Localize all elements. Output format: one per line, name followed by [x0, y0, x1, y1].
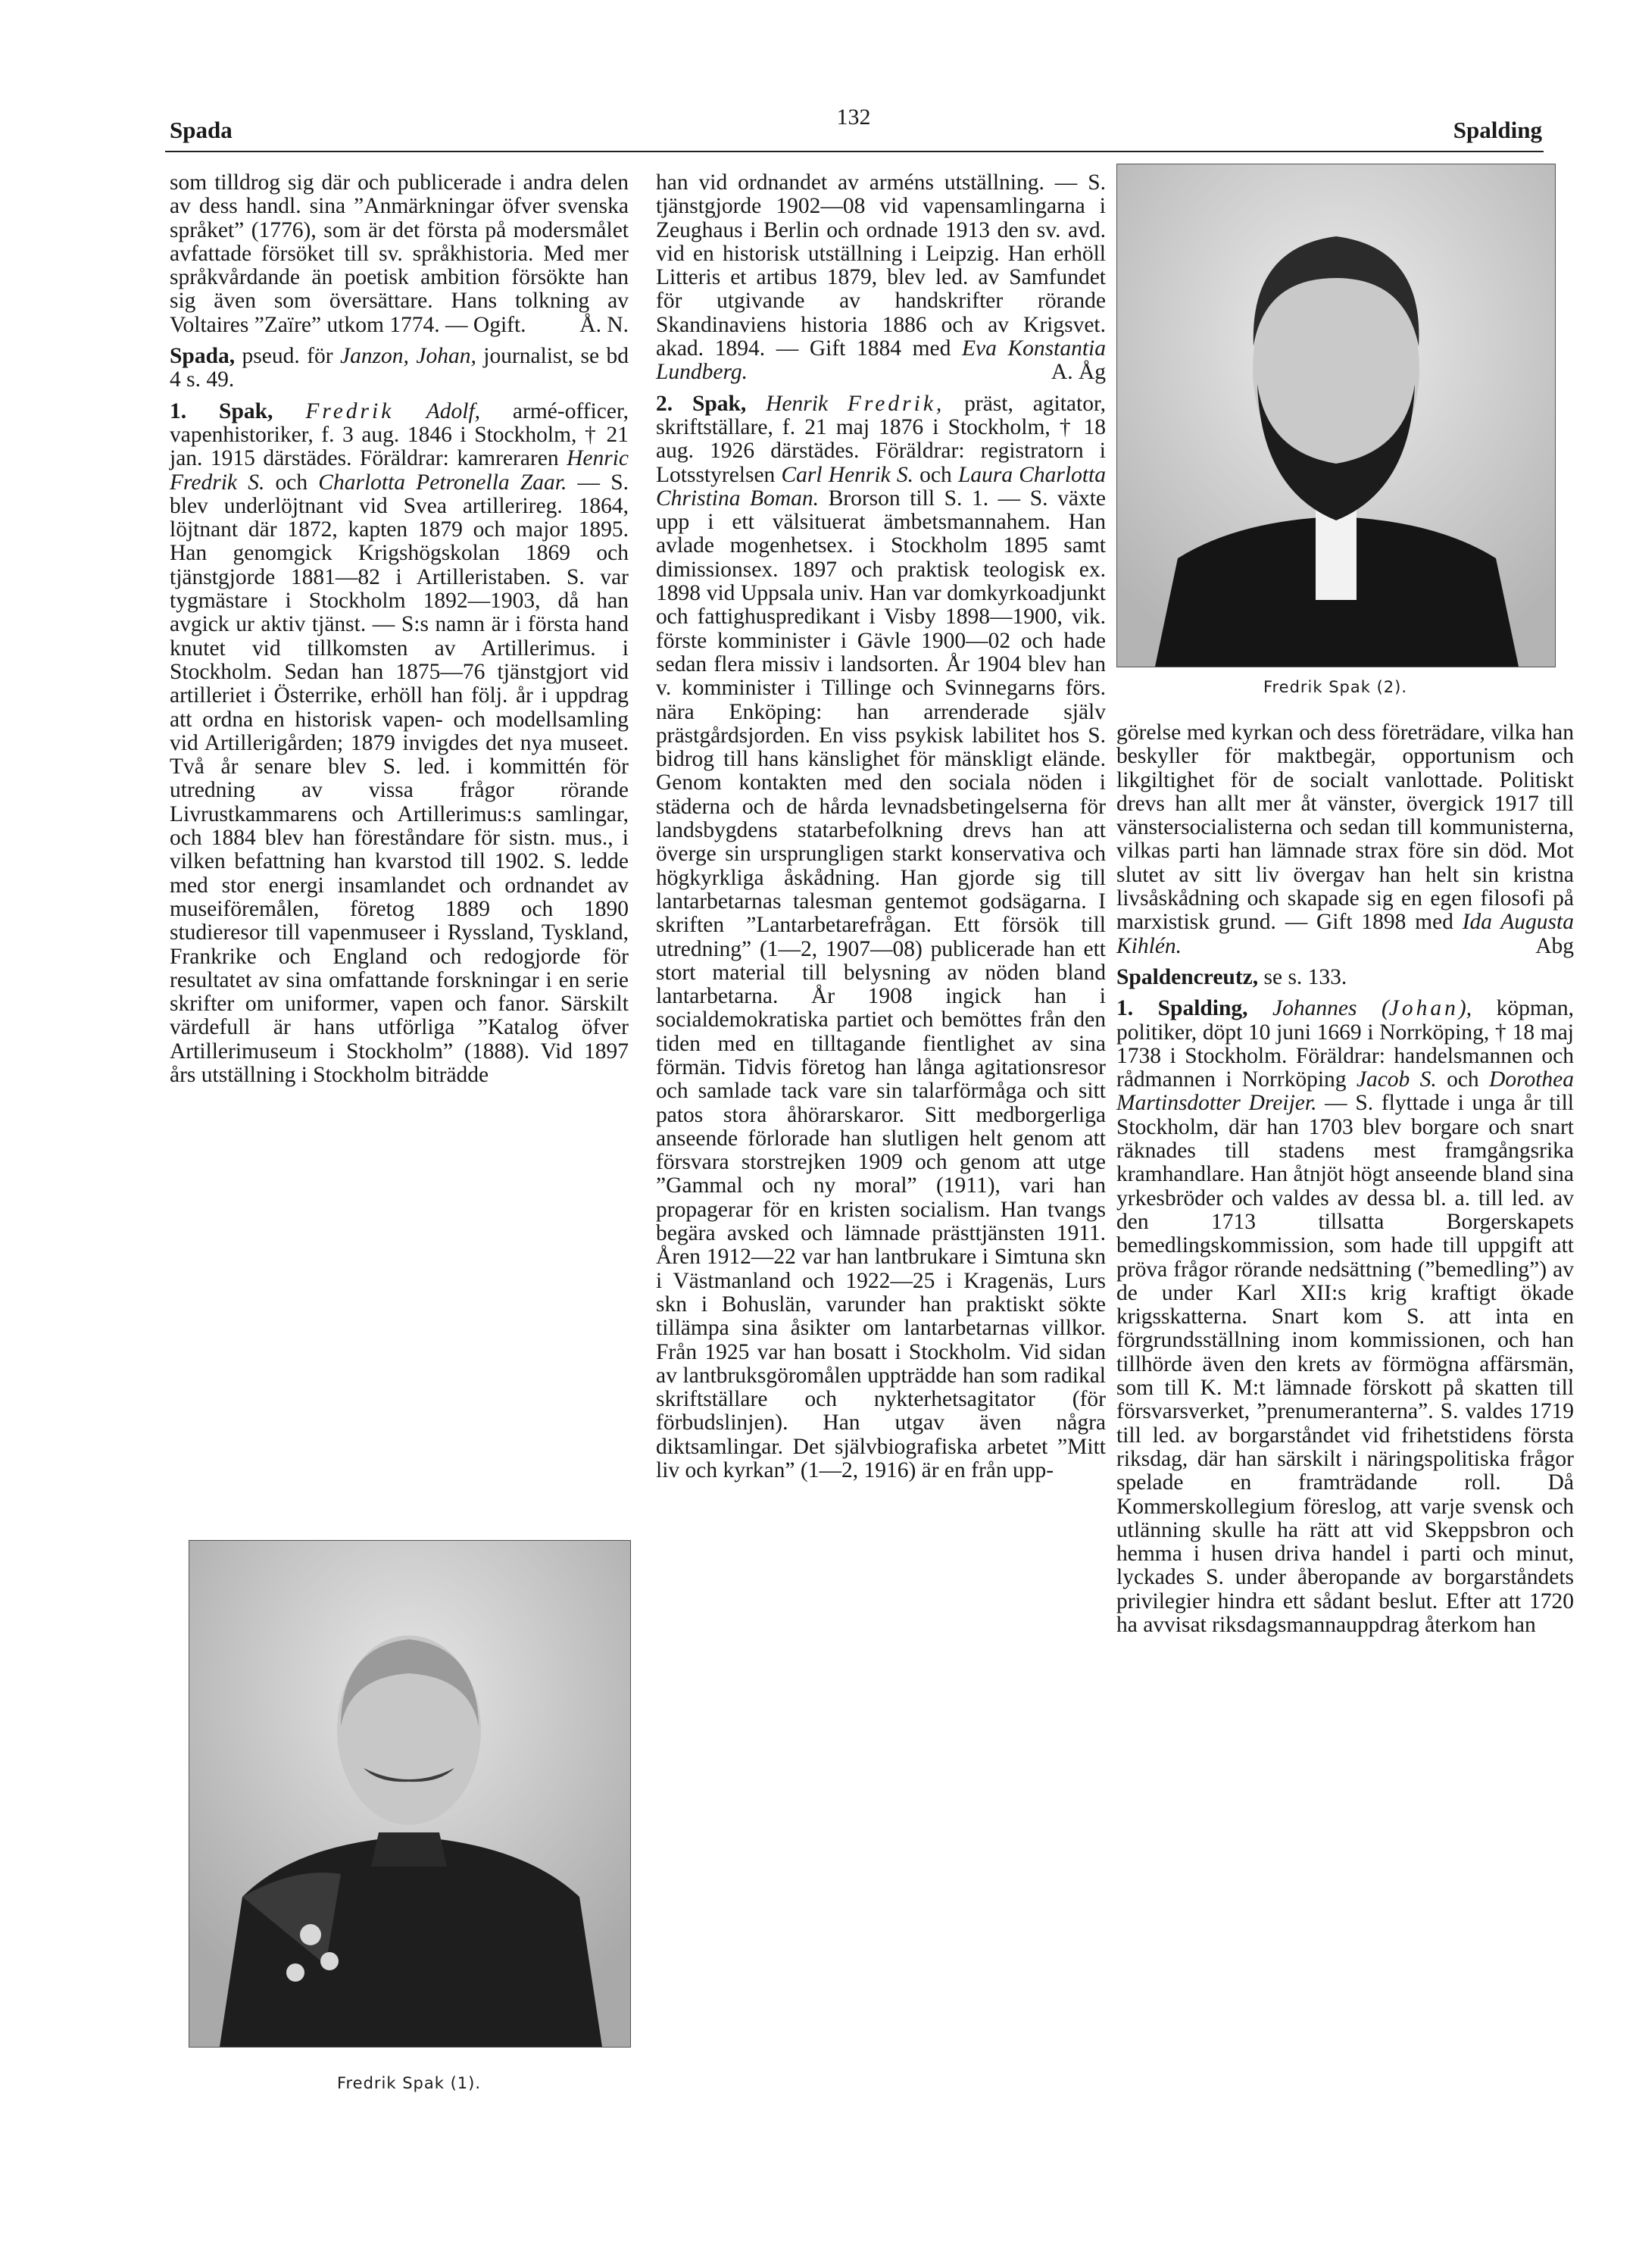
entry-name-spaced: Fredrik,: [847, 391, 945, 416]
entry-headword: Spada,: [170, 344, 236, 369]
entry-text: och: [913, 462, 958, 487]
entry-text: pseud. för: [235, 344, 340, 369]
header-right-word: Spalding: [1453, 117, 1542, 143]
author-signature: Abg: [1535, 933, 1574, 958]
entry-parent-name: Carl Henrik S.: [781, 462, 913, 487]
entry-text: han vid ordnandet av arméns utställning. — S. tjänstgjorde 1902—08 vid vapensamlingarna i Zeughaus i Berlin och ordnade 1913 den sv. avd. vid en historisk utställning i Leipzig. Han erhöll Litteris et artibus 1879, blev led. av Samfundet för utgivande av handskrifter rörande Skandinaviens historia 1886 och av Krigsvet. akad. 1894. — Gift 1884 med: [656, 170, 1106, 361]
entry-spak-2: [656, 392, 1106, 1483]
column-2: [656, 171, 1106, 1490]
portrait-illustration: [1117, 164, 1555, 667]
entry-parent-name: Henric Fredrik S.: [170, 446, 629, 495]
entry-continuation: [1116, 721, 1574, 958]
entry-name: Adolf,: [394, 398, 481, 423]
page-number: 132: [836, 105, 871, 130]
portrait-photo-fredrik-spak-1: [189, 1540, 631, 2048]
entry-continuation: [656, 171, 1106, 385]
entry-text: som tilldrog sig där och publicerade i andra delen av dess handl. sina ”Anmärkningar öfver svenska språket” (1776), som är det första på modersmålet avfattade försöket till sv. språkhistoria. Med mer språkvårdande än poetisk ambition försökte han sig även som översättare. Hans tolkning av Voltaires ”Zaïre” utkom 1774. — Ogift.: [170, 170, 629, 337]
entry-parent-name: Charlotta Petronella Zaar.: [318, 470, 567, 495]
column-3: [1116, 721, 1574, 1645]
entry-text: armé-officer, vapenhistoriker, f. 3 aug. 1846 i Stockholm, † 21 jan. 1915 därstädes. Föräldrar: kamreraren: [170, 398, 629, 471]
entry-spaldencreutz: [1116, 966, 1574, 989]
entry-spouse-name: Eva Konstantia Lundberg.: [656, 336, 1107, 385]
entry-parent-name: Jacob S.: [1356, 1067, 1437, 1092]
entry-spada: [170, 345, 629, 392]
entry-name-spaced: Fredrik: [305, 398, 395, 423]
entry-headword: 2. Spak,: [656, 391, 747, 416]
photo-caption-2: Fredrik Spak (2).: [1263, 678, 1408, 696]
entry-spouse-name: Ida Augusta Kihlén.: [1116, 910, 1574, 958]
entry-name: Janzon, Johan,: [339, 344, 476, 369]
entry-headword: 1. Spak,: [170, 398, 273, 423]
entry-name: Henrik: [746, 391, 848, 416]
entry-parent-name: Dorothea Martinsdotter Dreijer.: [1116, 1067, 1574, 1116]
entry-text: köpman, politiker, döpt 10 juni 1669 i Norrköping, † 18 maj 1738 i Stockholm. Föräldrar: handelsmannen och rådmannen i Norrköping: [1116, 996, 1574, 1092]
entry-text: präst, agitator, skriftställare, f. 21 maj 1876 i Stockholm, † 18 aug. 1926 därstädes. Föräldrar: registratorn i Lotsstyrelsen: [656, 391, 1106, 487]
portrait-photo-fredrik-spak-2: [1116, 164, 1556, 667]
entry-spak-1: [170, 400, 629, 1088]
entry-text: görelse med kyrkan och dess företrädare, vilka han beskyller för maktbegär, opportunism och likgiltighet för de socialt vanlottade. Politiskt drevs han allt mer åt vänster, övergick 1917 till vänstersocialisterna och sedan till kommunisterna, vilkas parti han lämnade strax före sin död. Mot slutet av sitt liv övergav han helt sin kristna livsåskådning och skapade sig en egen filosofi på marxistisk grund. — Gift 1898 med: [1116, 720, 1574, 935]
running-header: [165, 105, 1542, 150]
entry-spalding-1: [1116, 997, 1574, 1637]
entry-name: Johannes (: [1247, 996, 1389, 1021]
entry-continuation: [170, 171, 629, 337]
entry-text: Brorson till S. 1. — S. växte upp i ett välsituerat ämbetsmannahem. Han avlade mogenhetsex. i Stockholm 1895 samt dimissionsex. 1897 och praktisk teologisk ex. 1898 vid Uppsala univ. Han var domkyrkoadjunkt och fattighuspredikant i Visby 1898—1900, vik. förste komminister i Gävle 1900—02 och hade sedan flera missiv i landsorten. År 1904 blev han v. komminister i Tillinge och Svinnegarns förs. nära Enköping: han arrenderade själv prästgårdsjorden. En viss psykisk labilitet hos S. bidrog till hans känslighet för mänskligt elände. Genom kontakten med den sociala nöden i städerna och de hårda levnadsbetingelserna för landsbygdens statarbefolkning drevs han att överge sin ursprungligen starkt konservativa och högkyrkliga åskådning. Han gjorde sig till lantarbetarnas talesman gentemot godsägarna. I skriften ”Lantarbetarefrågan. Ett försök till utredning” (1—2, 1907—08) publicerade han ett stort material till belysning av nöden bland lantarbetarna. År 1908 ingick han i socialdemokratiska partiet och bemöttes från den tiden med en tilltagande fientlighet av sina förmän. Tidvis företog han långa agitationsresor och samlade tack vare sin talarförmåga och sitt patos stora åhörarskaror. Sitt medborgerliga anseende förlorade han slutligen helt genom att försvara storstrejken 1909 och genom att utge ”Gammal och ny moral” (1911), vari han propagerar för en kristen socialism. Han tvangs begära avsked och lämnade prästtjänsten 1911. Åren 1912—22 var han lantbrukare i Simtuna skn i Västmanland och 1922—25 i Kragenäs, Lurs skn i Bohuslän, varunder han praktiskt sökte tillämpa sina åsikter om lantarbetarnas villkor. Från 1925 var han bosatt i Stockholm. Vid sidan av lantbruksgöromålen uppträdde han som radikal skriftställare och nykterhetsagitator (för förbudslinjen). Han utgav även några diktsamlingar. Det självbiografiska arbetet ”Mitt liv och kyrkan” (1—2, 1916) är en från upp-: [656, 486, 1106, 1483]
entry-parent-name: Laura Charlotta Christina Boman.: [656, 462, 1106, 511]
entry-text: — S. flyttade i unga år till Stockholm, där han 1703 blev borgare och snart räknades till stadens mest framgångsrika kramhandlare. Han åtnjöt högt anseende bland sina yrkesbröder och valdes av dessa bl. a. till led. av den 1713 tillsatta Borgerskapets bemedlingskommission, som hade till uppgift att pröva frågor rörande nedsättning (”bemedling”) av de under Karl XII:s krig kraftigt ökade krigsskatterna. Snart kom S. att inta en förgrundsställning inom kommissionen, och han tillhörde även den krets av förmögna affärsmän, som till K. M:t lämnade förskott på skatten till försvarsverket, ”prenumeranterna”. S. valdes 1719 till led. av borgarståndet vid frihetstidens första riksdag, där han särskilt i näringspolitiska frågor spelade en framträdande roll. Då Kommerskollegium föreslog, att varje svensk och utlänning skulle ha rätt att vid Skeppsbron och hemma i husen driva handel i parti och minut, lyckades S. under åberopande av borgarståndets privilegier hindra ett sådant beslut. Efter att 1720 ha avvisat riksdagsmannauppdrag återkom han: [1116, 1091, 1574, 1637]
entry-name: ),: [1458, 996, 1472, 1021]
header-left-word: Spada: [170, 117, 233, 143]
entry-text: och: [1436, 1067, 1490, 1092]
column-1: [170, 171, 629, 1095]
author-signature: Å. N.: [579, 312, 629, 337]
photo-caption-1: Fredrik Spak (1).: [336, 2074, 482, 2092]
author-signature: A. Åg: [1051, 360, 1106, 385]
entry-text: och: [264, 470, 319, 495]
entry-headword: Spaldencreutz,: [1116, 964, 1259, 989]
portrait-illustration: [189, 1541, 630, 2047]
entry-text: — S. blev underlöjtnant vid Svea artillerireg. 1864, löjtnant där 1872, kapten 1879 och major 1895. Han genomgick Krigshögskolan 1869 och tjänstgjorde 1881—82 i Artilleristaben. S. var tygmästare i Stockholm 1892—1903, då han avgick ur aktiv tjänst. — S:s namn är i första hand knutet vid tillkomsten av Artillerimus. i Stockholm. Sedan han 1875—76 tjänstgjort vid artilleriet i Österrike, erhöll han följ. år i uppdrag att ordna en historisk vapen- och modellsamling vid Artillerigården; 1879 invigdes det nya museet. Två år senare blev S. led. i kommittén för utredning av vissa frågor rörande Livrustkammarens och Artillerimus:s samlingar, och 1884 blev han föreståndare för sistn. mus., i vilken befattning han kvarstod till 1902. S. ledde med stor energi insamlandet och ordnandet av museiföremålen, företog 1889 och 1890 studieresor till vapenmuseer i Ryssland, Tyskland, Frankrike och England och redogjorde för resultatet av sina omfattande forskningar i en serie skrifter om uniformer, vapen och fanor. Särskilt värdefull är hans utförliga ”Katalog öfver Artillerimuseum i Stockholm” (1888). Vid 1897 års utställning i Stockholm biträdde: [170, 470, 629, 1087]
header-rule: [165, 151, 1544, 152]
entry-text: se s. 133.: [1258, 964, 1347, 989]
entry-name-spaced: Johan: [1388, 996, 1459, 1021]
entry-headword: 1. Spalding,: [1116, 996, 1248, 1021]
entry-text: journalist, se bd 4 s. 49.: [170, 344, 629, 392]
